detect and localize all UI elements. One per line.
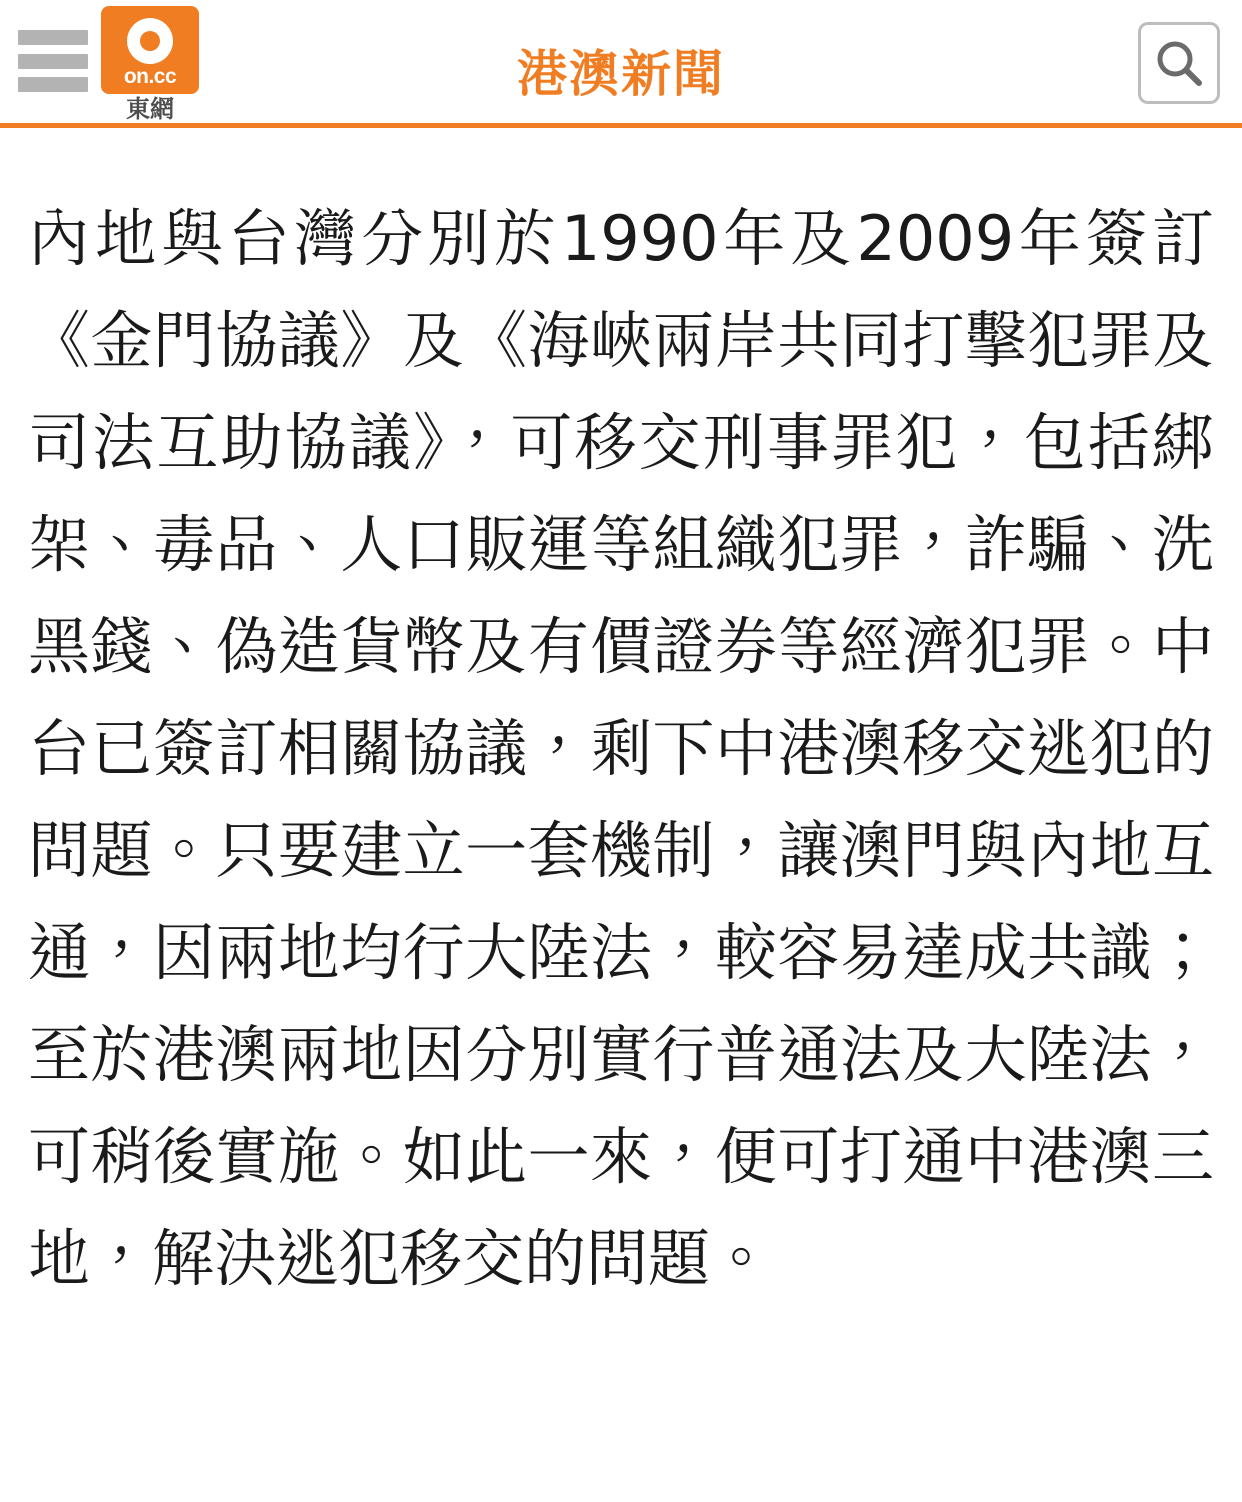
article-body xyxy=(0,128,1242,1310)
logo-brand-text: on.cc xyxy=(123,65,177,88)
article-paragraph: 內地與台灣分別於1990年及2009年簽訂《金門協議》及《海峽兩岸共同打擊犯罪及司法互助協議》，可移交刑事罪犯，包括綁架、毒品、人口販運等組織犯罪，詐騙、洗黑錢、偽造貨幣及有價證券等經濟犯罪。中台已簽訂相關協議，剩下中港澳移交逃犯的問題。只要建立一套機制，讓澳門與內地互通，因兩地均行大陸法，較容易達成共識；至於港澳兩地因分別實行普通法及大陸法，可稍後實施。如此一來，便可打通中港澳三地，解決逃犯移交的問題。 xyxy=(28,202,1214,1295)
search-button[interactable] xyxy=(1138,22,1220,104)
logo-brand-sub: 東網 xyxy=(126,96,174,123)
page-title: 港澳新聞 xyxy=(517,46,725,102)
search-icon xyxy=(1153,37,1205,89)
site-header xyxy=(0,0,1242,128)
